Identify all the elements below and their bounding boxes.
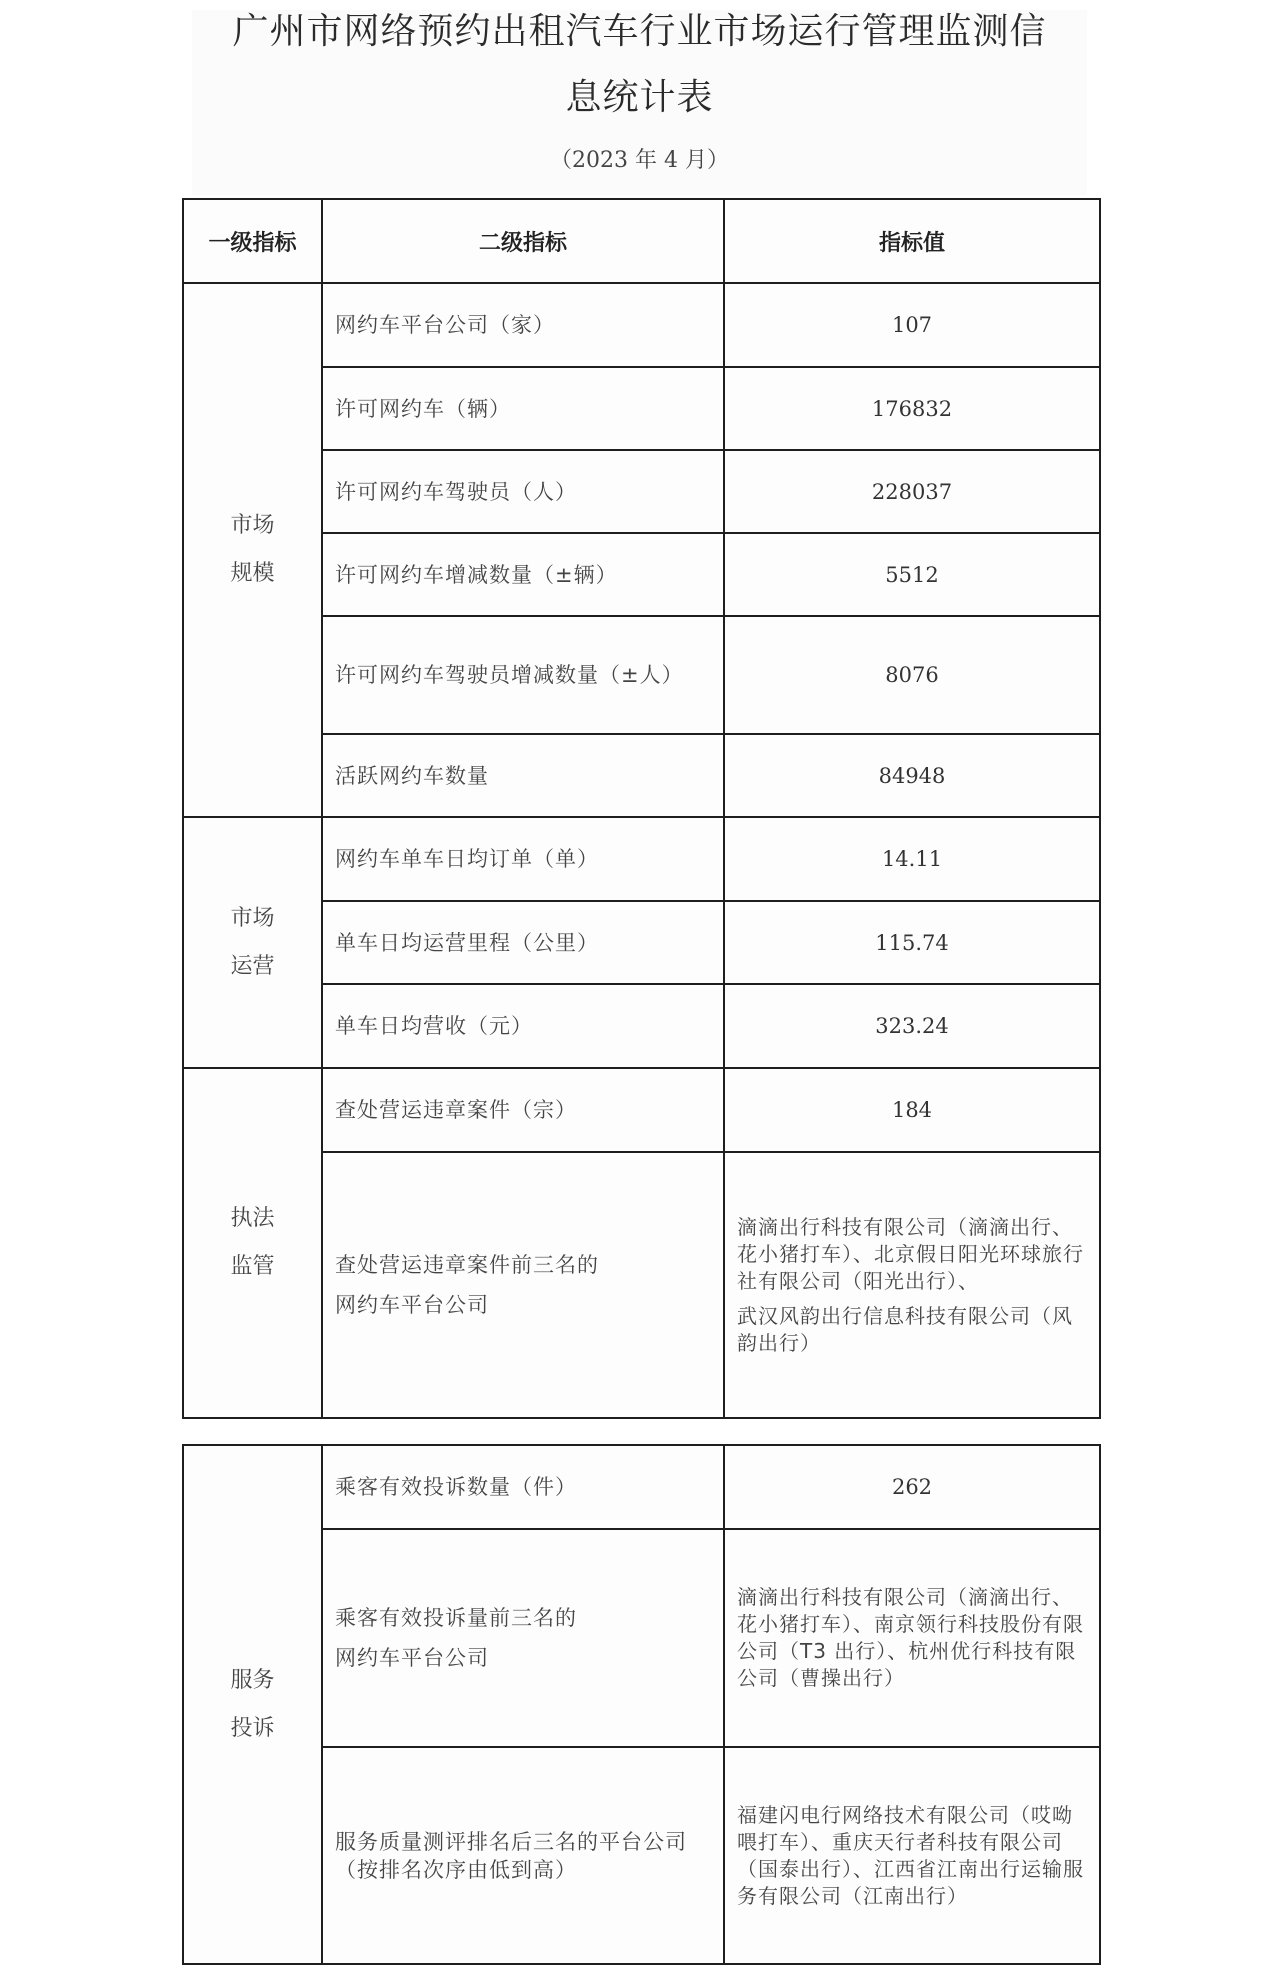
page-title-line2: 息统计表 bbox=[565, 77, 714, 118]
category-market-scale bbox=[183, 283, 322, 817]
category-label-line1: 市场 bbox=[230, 513, 275, 538]
category-label-line1: 市场 bbox=[230, 905, 275, 931]
indicator-value: 323.24 bbox=[724, 984, 1100, 1068]
indicator-label: 网约车平台公司（家） bbox=[322, 283, 724, 367]
table-row bbox=[183, 283, 1100, 367]
indicator-value: 184 bbox=[724, 1068, 1100, 1152]
indicator-value: 115.74 bbox=[724, 901, 1100, 984]
indicator-label: 查处营运违章案件（宗） bbox=[322, 1068, 724, 1152]
indicator-label: 活跃网约车数量 bbox=[322, 734, 724, 817]
indicator-value: 262 bbox=[724, 1445, 1100, 1529]
table-row bbox=[183, 1068, 1100, 1152]
page-title-line1: 广州市网络预约出租汽车行业市场运行管理监测信 bbox=[232, 11, 1047, 52]
category-label-line2: 投诉 bbox=[230, 1715, 275, 1741]
category-label-line1: 执法 bbox=[230, 1206, 275, 1231]
table-row bbox=[183, 1445, 1100, 1529]
indicator-value: 14.11 bbox=[724, 817, 1100, 901]
indicator-label: 乘客有效投诉数量（件） bbox=[322, 1445, 724, 1529]
company-list-part1: 滴滴出行科技有限公司（滴滴出行、花小猪打车）、北京假日阳光环球旅行社有限公司（阳光出行）、 bbox=[737, 1214, 1084, 1293]
header-level2: 二级指标 bbox=[322, 199, 724, 283]
indicator-label-line1: 乘客有效投诉量前三名的 bbox=[335, 1606, 577, 1630]
indicator-label bbox=[322, 1152, 724, 1418]
header-row bbox=[183, 199, 1100, 283]
statistics-table-main bbox=[182, 198, 1101, 1419]
header-level1: 一级指标 bbox=[183, 199, 322, 283]
category-label-line1: 服务 bbox=[230, 1667, 275, 1693]
category-label-line2: 运营 bbox=[230, 953, 275, 979]
category-enforcement bbox=[183, 1068, 322, 1418]
category-label-line2: 监管 bbox=[230, 1254, 275, 1279]
indicator-label: 许可网约车增减数量（±辆） bbox=[322, 533, 724, 616]
indicator-label: 服务质量测评排名后三名的平台公司（按排名次序由低到高） bbox=[322, 1747, 724, 1964]
indicator-label: 许可网约车（辆） bbox=[322, 367, 724, 450]
indicator-label: 网约车单车日均订单（单） bbox=[322, 817, 724, 901]
indicator-value: 5512 bbox=[724, 533, 1100, 616]
indicator-label-line1: 查处营运违章案件前三名的 bbox=[335, 1253, 599, 1277]
header-value: 指标值 bbox=[724, 199, 1100, 283]
indicator-label bbox=[322, 1529, 724, 1747]
indicator-label: 单车日均运营里程（公里） bbox=[322, 901, 724, 984]
indicator-value: 107 bbox=[724, 283, 1100, 367]
indicator-label: 许可网约车驾驶员（人） bbox=[322, 450, 724, 533]
report-period: （2023 年 4 月） bbox=[550, 148, 729, 173]
company-list-part2: 武汉风韵出行信息科技有限公司（风韵出行） bbox=[737, 1303, 1073, 1355]
indicator-label-line2: 网约车平台公司 bbox=[335, 1293, 489, 1317]
category-label-line2: 规模 bbox=[230, 561, 275, 586]
indicator-value bbox=[724, 1152, 1100, 1418]
indicator-value: 176832 bbox=[724, 367, 1100, 450]
indicator-value: 84948 bbox=[724, 734, 1100, 817]
indicator-label: 许可网约车驾驶员增减数量（±人） bbox=[322, 616, 724, 734]
indicator-value: 8076 bbox=[724, 616, 1100, 734]
indicator-value: 228037 bbox=[724, 450, 1100, 533]
indicator-label-line2: 网约车平台公司 bbox=[335, 1646, 489, 1670]
indicator-value: 滴滴出行科技有限公司（滴滴出行、花小猪打车）、南京领行科技股份有限公司（T3 出行）、杭州优行科技有限公司（曹操出行） bbox=[724, 1529, 1100, 1747]
indicator-label: 单车日均营收（元） bbox=[322, 984, 724, 1068]
statistics-table-service bbox=[182, 1444, 1101, 1965]
indicator-value: 福建闪电行网络技术有限公司（哎呦喂打车）、重庆天行者科技有限公司（国泰出行）、江西省江南出行运输服务有限公司（江南出行） bbox=[724, 1747, 1100, 1964]
category-market-operation bbox=[183, 817, 322, 1068]
category-service-complaints bbox=[183, 1445, 322, 1964]
table-row bbox=[183, 817, 1100, 901]
